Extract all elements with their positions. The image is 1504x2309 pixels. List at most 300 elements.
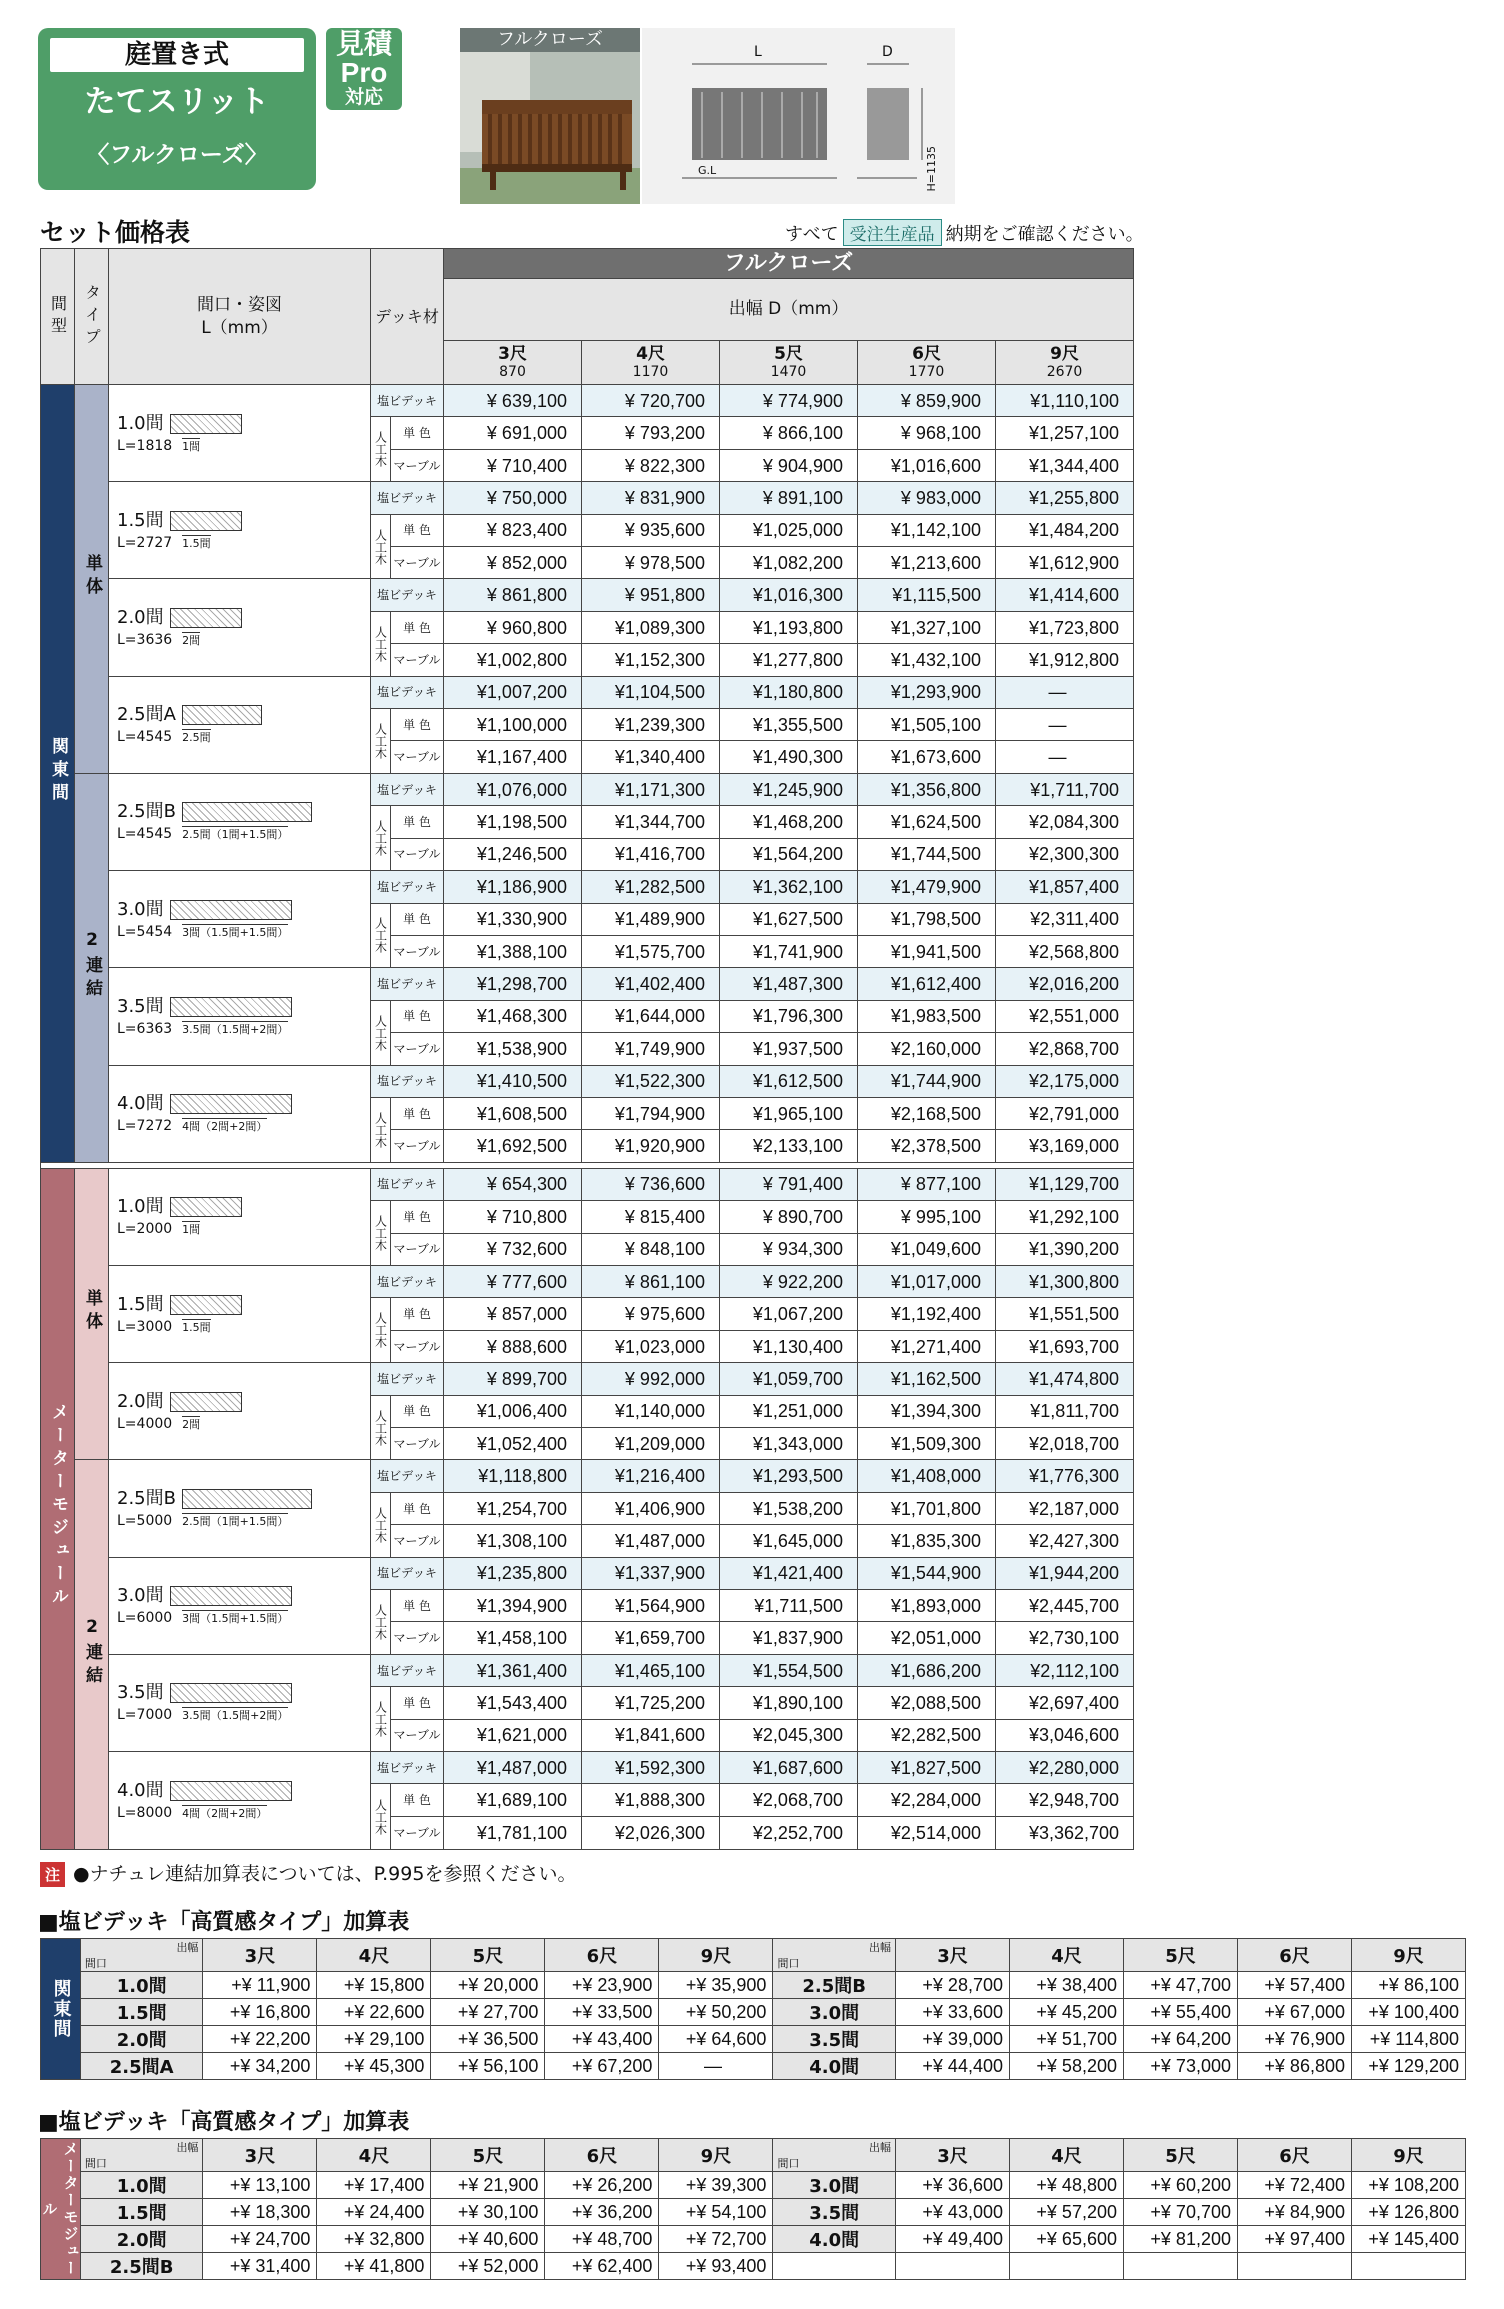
addon-header-row [41, 2139, 1466, 2172]
deck-pvc-label: 塩ビデッキ [371, 676, 444, 708]
addon-row [41, 2172, 1466, 2199]
addon-gate: 3.5間 [773, 2026, 896, 2053]
gate-label-line [117, 802, 370, 822]
price-cell: ¥2,730,100 [996, 1622, 1134, 1654]
price-cell: ¥1,487,000 [582, 1525, 720, 1557]
price-cell: ¥ 691,000 [444, 417, 582, 449]
addon-table-1-title: ■塩ビデッキ「高質感タイプ」加算表 [38, 1910, 410, 1935]
table-row [41, 1065, 1134, 1097]
addon-gate: 2.0間 [80, 2026, 203, 2053]
addon-col-header: 9尺 [1351, 1939, 1465, 1972]
addon-col-header: 9尺 [1351, 2139, 1465, 2172]
addon-value: +¥ 67,000 [1237, 1999, 1351, 2026]
price-cell: ¥1,474,800 [996, 1363, 1134, 1395]
price-cell: ¥1,076,000 [444, 773, 582, 805]
depth-shaku: 5尺 [774, 344, 803, 364]
price-cell: ¥1,362,100 [720, 871, 858, 903]
addon-col-header: 4尺 [317, 2139, 431, 2172]
deck-marble-label: マーブル [391, 741, 444, 773]
price-cell: ¥ 822,300 [582, 449, 720, 481]
price-cell: ¥1,361,400 [444, 1654, 582, 1686]
type-cell [75, 385, 109, 774]
price-cell: ¥1,017,000 [858, 1265, 996, 1297]
deck-marble-label: マーブル [391, 838, 444, 870]
price-cell: ¥1,711,700 [996, 773, 1134, 805]
addon-value: +¥ 93,400 [659, 2253, 773, 2280]
depth-col-2 [720, 341, 858, 385]
price-cell: ¥1,544,900 [858, 1557, 996, 1589]
addon-row [41, 2199, 1466, 2226]
addon-corner [773, 2139, 896, 2172]
price-cell: ¥2,311,400 [996, 903, 1134, 935]
price-cell: ¥ 857,000 [444, 1298, 582, 1330]
price-cell: ¥1,645,000 [720, 1525, 858, 1557]
deck-wood-label: 人工木 [371, 709, 391, 774]
gate-label-line [117, 1781, 370, 1801]
gate-label-line [117, 1683, 370, 1703]
price-cell: ¥ 888,600 [444, 1330, 582, 1362]
price-cell: ¥2,280,000 [996, 1752, 1134, 1784]
gate-sketch [182, 1489, 312, 1509]
gate-label-line [117, 608, 370, 628]
price-cell: ¥ 978,500 [582, 547, 720, 579]
gate-length: L=2727 [117, 534, 173, 551]
addon-value: +¥ 36,200 [545, 2199, 659, 2226]
addon-value: — [659, 2053, 773, 2080]
price-cell: ¥ 935,600 [582, 514, 720, 546]
gate-length-line [117, 1118, 370, 1133]
depth-mm: 870 [499, 364, 526, 380]
gate-length: L=4000 [117, 1415, 173, 1432]
depth-mm: 1470 [770, 364, 807, 380]
addon-col-header: 5尺 [1123, 2139, 1237, 2172]
price-cell: ¥1,551,500 [996, 1298, 1134, 1330]
price-cell: ¥ 899,700 [444, 1363, 582, 1395]
price-cell: ¥ 891,100 [720, 482, 858, 514]
deck-pvc-label: 塩ビデッキ [371, 1460, 444, 1492]
price-cell: ¥1,298,700 [444, 968, 582, 1000]
gate-label: 2.5間B [117, 1488, 176, 1510]
gate-size-cell [109, 968, 371, 1065]
price-cell: ¥1,216,400 [582, 1460, 720, 1492]
addon-value: +¥ 36,600 [895, 2172, 1009, 2199]
addon-empty [1351, 2253, 1465, 2280]
addon-header-row [41, 1939, 1466, 1972]
price-cell: ¥1,489,900 [582, 903, 720, 935]
price-cell: ¥1,410,500 [444, 1065, 582, 1097]
gate-sketch [170, 1197, 242, 1217]
deck-single-label: 単 色 [391, 1784, 444, 1816]
price-cell: ¥2,133,100 [720, 1130, 858, 1162]
price-cell: ¥1,271,400 [858, 1330, 996, 1362]
deck-pvc-label: 塩ビデッキ [371, 871, 444, 903]
gate-sketch [170, 997, 292, 1017]
price-cell: ¥1,152,300 [582, 644, 720, 676]
addon-col-header: 4尺 [317, 1939, 431, 1972]
deck-pvc-label: 塩ビデッキ [371, 482, 444, 514]
col-deck: デッキ材 [371, 249, 444, 385]
addon-value: +¥ 48,700 [545, 2226, 659, 2253]
addon-value: +¥ 26,200 [545, 2172, 659, 2199]
price-cell: ¥1,104,500 [582, 676, 720, 708]
price-cell: ¥1,798,500 [858, 903, 996, 935]
price-cell: ¥1,644,000 [582, 1000, 720, 1032]
price-cell: ¥1,490,300 [720, 741, 858, 773]
gate-sketch [182, 705, 262, 725]
price-cell: ¥1,209,000 [582, 1428, 720, 1460]
set-price-table [40, 248, 1133, 1850]
price-cell: ¥ 890,700 [720, 1201, 858, 1233]
addon-region: メーターモジュール [41, 2139, 81, 2280]
deck-marble-label: マーブル [391, 449, 444, 481]
gate-span: 3間（1.5間+1.5間） [182, 1612, 289, 1626]
addon-corner [773, 1939, 896, 1972]
gate-size-cell [109, 773, 371, 870]
gate-size-cell [109, 579, 371, 676]
addon-value: +¥ 11,900 [203, 1972, 317, 1999]
gate-label: 3.5間 [117, 995, 164, 1017]
gate-label: 1.0間 [117, 1196, 164, 1218]
addon-value: +¥ 126,800 [1351, 2199, 1465, 2226]
addon-row [41, 2026, 1466, 2053]
addon-value: +¥ 40,600 [431, 2226, 545, 2253]
addon-corner [80, 2139, 203, 2172]
price-cell: ¥1,002,800 [444, 644, 582, 676]
addon-gate: 1.0間 [80, 2172, 203, 2199]
deck-single-label: 単 色 [391, 1590, 444, 1622]
deck-marble-label: マーブル [391, 1622, 444, 1654]
table-row [41, 1654, 1134, 1686]
price-cell: ¥1,129,700 [996, 1168, 1134, 1200]
addon-value: +¥ 57,400 [1237, 1972, 1351, 1999]
price-cell: ¥1,355,500 [720, 709, 858, 741]
addon-col-header: 3尺 [203, 2139, 317, 2172]
price-cell: — [996, 741, 1134, 773]
type-name: 単体 [82, 1289, 102, 1336]
price-cell: ¥1,344,400 [996, 449, 1134, 481]
gate-sketch [170, 608, 242, 628]
deck-single-label: 単 色 [391, 1000, 444, 1032]
price-cell: ¥1,796,300 [720, 1000, 858, 1032]
price-cell: ¥1,811,700 [996, 1395, 1134, 1427]
price-cell: ¥1,522,300 [582, 1065, 720, 1097]
price-cell: ¥2,187,000 [996, 1492, 1134, 1524]
region-name: メーターモジュール [48, 1403, 68, 1611]
price-cell: ¥ 732,600 [444, 1233, 582, 1265]
price-cell: ¥1,115,500 [858, 579, 996, 611]
confirm-note [785, 219, 1144, 246]
addon-gate: 3.5間 [773, 2199, 896, 2226]
gate-span: 1.5間 [182, 1320, 211, 1334]
table-row [41, 1460, 1134, 1492]
deck-pvc-label: 塩ビデッキ [371, 579, 444, 611]
gate-size-cell [109, 1557, 371, 1654]
price-cell: ¥1,394,900 [444, 1590, 582, 1622]
addon-value: +¥ 33,600 [895, 1999, 1009, 2026]
gate-size-cell [109, 676, 371, 773]
addon-value: +¥ 16,800 [203, 1999, 317, 2026]
gate-label-line [117, 414, 370, 434]
deck-wood-label: 人工木 [371, 1590, 391, 1655]
price-cell: ¥1,162,500 [858, 1363, 996, 1395]
price-cell: ¥1,538,900 [444, 1033, 582, 1065]
price-cell: ¥1,198,500 [444, 806, 582, 838]
addon-row [41, 1972, 1466, 1999]
corner-bottom: 間口 [84, 2157, 107, 2170]
dimension-diagram-drawing [642, 28, 955, 204]
addon-col-header: 6尺 [1237, 1939, 1351, 1972]
price-cell: ¥2,282,500 [858, 1719, 996, 1751]
price-cell: ¥1,465,100 [582, 1654, 720, 1686]
price-cell: ¥1,893,000 [858, 1590, 996, 1622]
gate-length-line [117, 632, 370, 647]
deck-single-label: 単 色 [391, 417, 444, 449]
price-cell: ¥1,794,900 [582, 1097, 720, 1129]
price-cell: ¥ 877,100 [858, 1168, 996, 1200]
addon-empty [1009, 2253, 1123, 2280]
price-cell: ¥ 960,800 [444, 611, 582, 643]
note-text: ●ナチュレ連結加算表については、P.995を参照ください。 [73, 1863, 577, 1885]
addon-value: +¥ 30,100 [431, 2199, 545, 2226]
addon-value: +¥ 39,300 [659, 2172, 773, 2199]
gate-length: L=2000 [117, 1221, 173, 1238]
price-cell: ¥3,362,700 [996, 1816, 1134, 1849]
price-cell: ¥2,514,000 [858, 1816, 996, 1849]
addon-value: +¥ 34,200 [203, 2053, 317, 2080]
note-badge: 注 [40, 1862, 65, 1887]
addon-empty [1237, 2253, 1351, 2280]
price-cell: ¥2,284,000 [858, 1784, 996, 1816]
addon-col-header: 4尺 [1009, 2139, 1123, 2172]
table-row [41, 1363, 1134, 1395]
price-cell: ¥ 992,000 [582, 1363, 720, 1395]
addon-value: +¥ 70,700 [1123, 2199, 1237, 2226]
dimension-diagram [642, 28, 955, 204]
price-cell: ¥1,592,300 [582, 1752, 720, 1784]
gate-span: 1間 [182, 1223, 201, 1237]
deck-pvc-label: 塩ビデッキ [371, 1363, 444, 1395]
addon-row [41, 1999, 1466, 2026]
depth-shaku: 4尺 [636, 344, 665, 364]
diagram-h-label: H=1135 [925, 146, 938, 192]
price-cell: ¥ 861,100 [582, 1265, 720, 1297]
price-cell: ¥1,627,500 [720, 903, 858, 935]
gate-size-cell [109, 1654, 371, 1751]
price-cell: ¥ 951,800 [582, 579, 720, 611]
price-cell: ¥1,330,900 [444, 903, 582, 935]
made-to-order-tag: 受注生産品 [843, 219, 942, 246]
price-cell: ¥1,711,500 [720, 1590, 858, 1622]
price-cell: ¥1,167,400 [444, 741, 582, 773]
price-cell: ¥2,551,000 [996, 1000, 1134, 1032]
gate-label: 3.5間 [117, 1682, 164, 1704]
gate-sketch [182, 802, 312, 822]
price-cell: ¥1,292,100 [996, 1201, 1134, 1233]
addon-value: +¥ 24,400 [317, 2199, 431, 2226]
depth-mm: 1770 [908, 364, 945, 380]
deck-wood-label: 人工木 [371, 1097, 391, 1162]
addon-value: +¥ 23,900 [545, 1972, 659, 1999]
price-cell: ¥1,612,400 [858, 968, 996, 1000]
gate-length-line [117, 924, 370, 939]
gate-size-cell [109, 1460, 371, 1557]
gate-label: 1.5間 [117, 509, 164, 531]
gate-length-line [117, 1221, 370, 1236]
addon-value: +¥ 55,400 [1123, 1999, 1237, 2026]
addon-value: +¥ 43,400 [545, 2026, 659, 2053]
gate-sketch [170, 1295, 242, 1315]
addon-table-2-title: ■塩ビデッキ「高質感タイプ」加算表 [38, 2110, 410, 2135]
corner-top: 出幅 [176, 1941, 199, 1954]
deck-wood-label: 人工木 [371, 1201, 391, 1266]
price-cell: ¥ 823,400 [444, 514, 582, 546]
addon-value: +¥ 129,200 [1351, 2053, 1465, 2080]
price-cell: ¥1,394,300 [858, 1395, 996, 1427]
gate-length-line [117, 1513, 370, 1528]
deck-single-label: 単 色 [391, 1687, 444, 1719]
addon-value: +¥ 56,100 [431, 2053, 545, 2080]
deck-pvc-label: 塩ビデッキ [371, 1168, 444, 1200]
price-cell: ¥1,089,300 [582, 611, 720, 643]
price-cell: ¥ 995,100 [858, 1201, 996, 1233]
deck-marble-label: マーブル [391, 1719, 444, 1751]
price-cell: ¥1,458,100 [444, 1622, 582, 1654]
price-cell: ¥1,052,400 [444, 1428, 582, 1460]
price-cell: ¥ 848,100 [582, 1233, 720, 1265]
gate-length-line [117, 535, 370, 550]
corner-top: 出幅 [176, 2141, 199, 2154]
addon-empty [773, 2253, 896, 2280]
table-row [41, 1168, 1134, 1200]
table-row [41, 968, 1134, 1000]
addon-value: +¥ 29,100 [317, 2026, 431, 2053]
full-close-header: フルクローズ [444, 249, 1134, 279]
product-name: たてスリット [84, 84, 270, 120]
corner-top: 出幅 [868, 2141, 891, 2154]
deck-marble-label: マーブル [391, 1816, 444, 1849]
price-cell: ¥ 922,200 [720, 1265, 858, 1297]
addon-col-header: 3尺 [895, 2139, 1009, 2172]
addon-value: +¥ 36,500 [431, 2026, 545, 2053]
addon-value: +¥ 145,400 [1351, 2226, 1465, 2253]
corner-top: 出幅 [868, 1941, 891, 1954]
gate-span: 2.5間（1間+1.5間） [182, 1515, 289, 1529]
price-cell: ¥1,402,400 [582, 968, 720, 1000]
gate-label: 3.0間 [117, 898, 164, 920]
price-cell: ¥1,421,400 [720, 1557, 858, 1589]
addon-value: +¥ 41,800 [317, 2253, 431, 2280]
addon-col-header: 3尺 [895, 1939, 1009, 1972]
gate-length: L=8000 [117, 1805, 173, 1822]
addon-value: +¥ 39,000 [895, 2026, 1009, 2053]
deck-marble-label: マーブル [391, 1033, 444, 1065]
addon-value: +¥ 21,900 [431, 2172, 545, 2199]
gate-span: 1間 [182, 439, 201, 453]
price-cell: ¥1,300,800 [996, 1265, 1134, 1297]
price-cell: ¥2,791,000 [996, 1097, 1134, 1129]
price-cell: ¥ 710,400 [444, 449, 582, 481]
price-cell: ¥ 736,600 [582, 1168, 720, 1200]
price-cell: ¥1,484,200 [996, 514, 1134, 546]
addon-value: +¥ 72,400 [1237, 2172, 1351, 2199]
depth-header: 出幅 D（mm） [444, 279, 1134, 341]
deck-pvc-label: 塩ビデッキ [371, 1065, 444, 1097]
price-cell: ¥2,018,700 [996, 1428, 1134, 1460]
gate-span: 3間（1.5間+1.5間） [182, 925, 289, 939]
gate-size-cell [109, 1065, 371, 1162]
price-cell: ¥1,308,100 [444, 1525, 582, 1557]
gate-length-line [117, 1416, 370, 1431]
price-cell: ¥1,293,900 [858, 676, 996, 708]
gate-length: L=4545 [117, 729, 173, 746]
price-cell: ¥1,414,600 [996, 579, 1134, 611]
addon-value: +¥ 62,400 [545, 2253, 659, 2280]
gate-span: 3.5間（1.5間+2間） [182, 1022, 289, 1036]
price-cell: ¥3,169,000 [996, 1130, 1134, 1162]
deck-wood-label: 人工木 [371, 903, 391, 968]
price-cell: ¥1,857,400 [996, 871, 1134, 903]
price-cell: ¥1,277,800 [720, 644, 858, 676]
price-cell: ¥1,888,300 [582, 1784, 720, 1816]
product-subtitle: 〈フルクローズ〉 [86, 142, 268, 168]
price-cell: ¥1,692,500 [444, 1130, 582, 1162]
type-cell [75, 773, 109, 1162]
addon-row [41, 2226, 1466, 2253]
gate-label: 1.0間 [117, 412, 164, 434]
gate-label-line [117, 1197, 370, 1217]
gate-length: L=3636 [117, 632, 173, 649]
price-cell: ¥1,406,900 [582, 1492, 720, 1524]
price-cell: ¥ 852,000 [444, 547, 582, 579]
price-cell: ¥1,564,900 [582, 1590, 720, 1622]
gate-label: 2.0間 [117, 1390, 164, 1412]
table-row [41, 773, 1134, 805]
price-cell: ¥1,487,000 [444, 1752, 582, 1784]
type-cell [75, 1460, 109, 1850]
gate-span: 2.5間（1間+1.5間） [182, 828, 289, 842]
addon-col-header: 6尺 [545, 2139, 659, 2172]
price-cell: ¥2,300,300 [996, 838, 1134, 870]
addon-col-header: 9尺 [659, 2139, 773, 2172]
deck-marble-label: マーブル [391, 935, 444, 967]
price-cell: ¥1,744,900 [858, 1065, 996, 1097]
addon-col-header: 6尺 [1237, 2139, 1351, 2172]
gate-size-cell [109, 1752, 371, 1850]
gate-sketch [170, 1781, 292, 1801]
price-cell: ¥1,468,300 [444, 1000, 582, 1032]
addon-value: +¥ 81,200 [1123, 2226, 1237, 2253]
addon-gate: 1.0間 [80, 1972, 203, 1999]
gate-length: L=1818 [117, 437, 173, 454]
table-row [41, 1752, 1134, 1784]
addon-value: +¥ 52,000 [431, 2253, 545, 2280]
price-cell: ¥1,142,100 [858, 514, 996, 546]
addon-table-kanto [40, 1938, 1466, 2080]
price-cell: ¥1,186,900 [444, 871, 582, 903]
deck-pvc-label: 塩ビデッキ [371, 773, 444, 805]
type-name: 2連結 [82, 929, 102, 1002]
price-cell: ¥1,025,000 [720, 514, 858, 546]
addon-value: +¥ 76,900 [1237, 2026, 1351, 2053]
table-row [41, 579, 1134, 611]
gate-sketch [170, 1586, 292, 1606]
price-cell: ¥ 968,100 [858, 417, 996, 449]
addon-row [41, 2053, 1466, 2080]
price-cell: ¥1,059,700 [720, 1363, 858, 1395]
gate-length-line [117, 1021, 370, 1036]
addon-value: +¥ 45,200 [1009, 1999, 1123, 2026]
addon-value: +¥ 58,200 [1009, 2053, 1123, 2080]
